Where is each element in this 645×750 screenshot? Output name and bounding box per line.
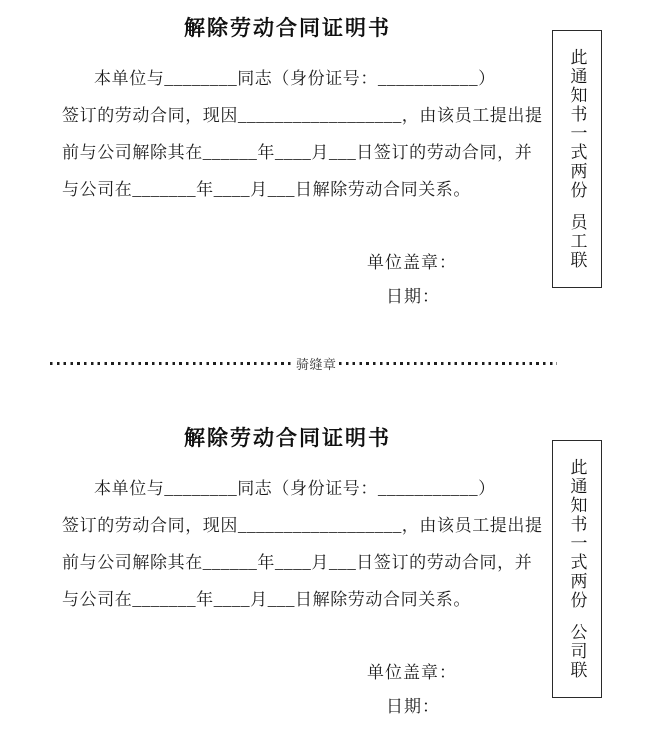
side-note-text: [565, 48, 590, 270]
divider-dots-right: [339, 362, 557, 365]
body-line-1: 本单位与________同志（身份证号：___________）: [94, 479, 496, 498]
body-line-3: 前与公司解除其在______年____月___日签订的劳动合同，并: [62, 143, 533, 162]
certificate-copy-employee: [0, 0, 645, 340]
side-tag-company: 公司联: [567, 623, 587, 680]
date-label: 日期：: [386, 287, 440, 306]
body-line-2: 签订的劳动合同，现因__________________，由该员工提出提: [62, 516, 543, 535]
body-line-4: 与公司在_______年____月___日解除劳动合同关系。: [62, 590, 471, 609]
side-tag-employee: 员工联: [567, 213, 587, 270]
side-note: 此通知书一式两份: [567, 48, 587, 200]
seal-label: 单位盖章：: [367, 253, 457, 272]
side-note-box: [552, 30, 602, 288]
seal-label: 单位盖章：: [367, 663, 457, 682]
body-paragraph: [62, 470, 543, 618]
doc-title: 解除劳动合同证明书: [184, 426, 391, 450]
divider-dots-left: [50, 362, 294, 365]
doc-title: 解除劳动合同证明书: [184, 16, 391, 40]
certificate-copy-company: [0, 410, 645, 750]
seam-seal-divider: [50, 355, 557, 372]
body-line-1: 本单位与________同志（身份证号：___________）: [94, 69, 496, 88]
divider-label: 骑缝章: [296, 357, 337, 372]
body-paragraph: [62, 60, 543, 208]
body-line-4: 与公司在_______年____月___日解除劳动合同关系。: [62, 180, 471, 199]
body-line-3: 前与公司解除其在______年____月___日签订的劳动合同，并: [62, 553, 533, 572]
body-line-2: 签订的劳动合同，现因__________________，由该员工提出提: [62, 106, 543, 125]
side-note-text: [565, 458, 590, 680]
side-note: 此通知书一式两份: [567, 458, 587, 610]
side-note-box: [552, 440, 602, 698]
date-label: 日期：: [386, 697, 440, 716]
